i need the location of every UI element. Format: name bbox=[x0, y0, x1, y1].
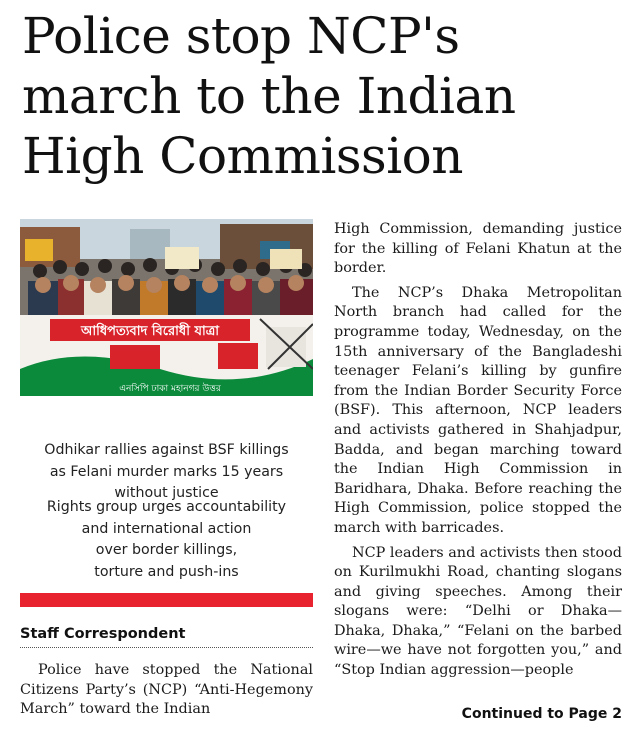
deck-line: Odhikar rallies against BSF killings bbox=[44, 442, 289, 458]
headline-line-2: march to the Indian bbox=[22, 67, 516, 125]
continued-link[interactable]: Continued to Page 2 bbox=[461, 706, 622, 722]
story-column-left bbox=[20, 661, 313, 720]
deck-second bbox=[20, 497, 313, 583]
story-paragraph: The NCP’s Dhaka Metropolitan North branch had called for the programme today, Wednesday, on the 15th anniversary of the Bangladeshi teenager Felani’s killing by gunfire from the Indian Border Security Force (BSF). This afternoon, NCP leaders and activists gathered in Shahjadpur, Badda, and began marching toward the Indian High Commission in Baridhara, Dhaka. Before reaching the High Commission, police stopped the march with barricades. bbox=[334, 284, 622, 536]
deck-line: as Felani murder marks 15 years bbox=[49, 463, 284, 480]
deck-first bbox=[20, 440, 313, 505]
deck-line: torture and push-ins bbox=[94, 563, 239, 580]
accent-divider bbox=[20, 593, 313, 607]
story-column-right bbox=[334, 220, 622, 681]
banner-text: আধিপত্যবাদ বিরোধী যাত্রা bbox=[80, 324, 220, 339]
deck-line: over border killings, bbox=[95, 542, 238, 558]
headline-line-1: Police stop NCP's bbox=[22, 7, 460, 65]
news-photo bbox=[20, 219, 313, 396]
headline bbox=[22, 6, 622, 186]
banner-bottom-text: এনসিপি ঢাকা মহানগর উত্তর bbox=[119, 384, 221, 394]
story-paragraph: Police have stopped the National Citizens Party’s (NCP) “Anti-Hegemony March” toward the Indian bbox=[20, 662, 313, 718]
story-paragraph: NCP leaders and activists then stood on Kurilmukhi Road, chanting slogans and giving speeches. Among their slogans were: “Delhi or Dhaka—Dhaka, Dhaka,” “Felani on the barbed wire—we have not forgotten you,” and “Stop Indian aggression—people bbox=[334, 544, 622, 679]
deck-line: Rights group urges accountability bbox=[46, 499, 287, 515]
deck-line: and international action bbox=[81, 520, 252, 537]
byline: Staff Correspondent bbox=[20, 626, 313, 648]
headline-line-3: High Commission bbox=[22, 127, 463, 185]
story-paragraph: High Commission, demanding justice for the killing of Felani Khatun at the border. bbox=[334, 221, 622, 277]
deck-line: without justice bbox=[114, 485, 219, 501]
